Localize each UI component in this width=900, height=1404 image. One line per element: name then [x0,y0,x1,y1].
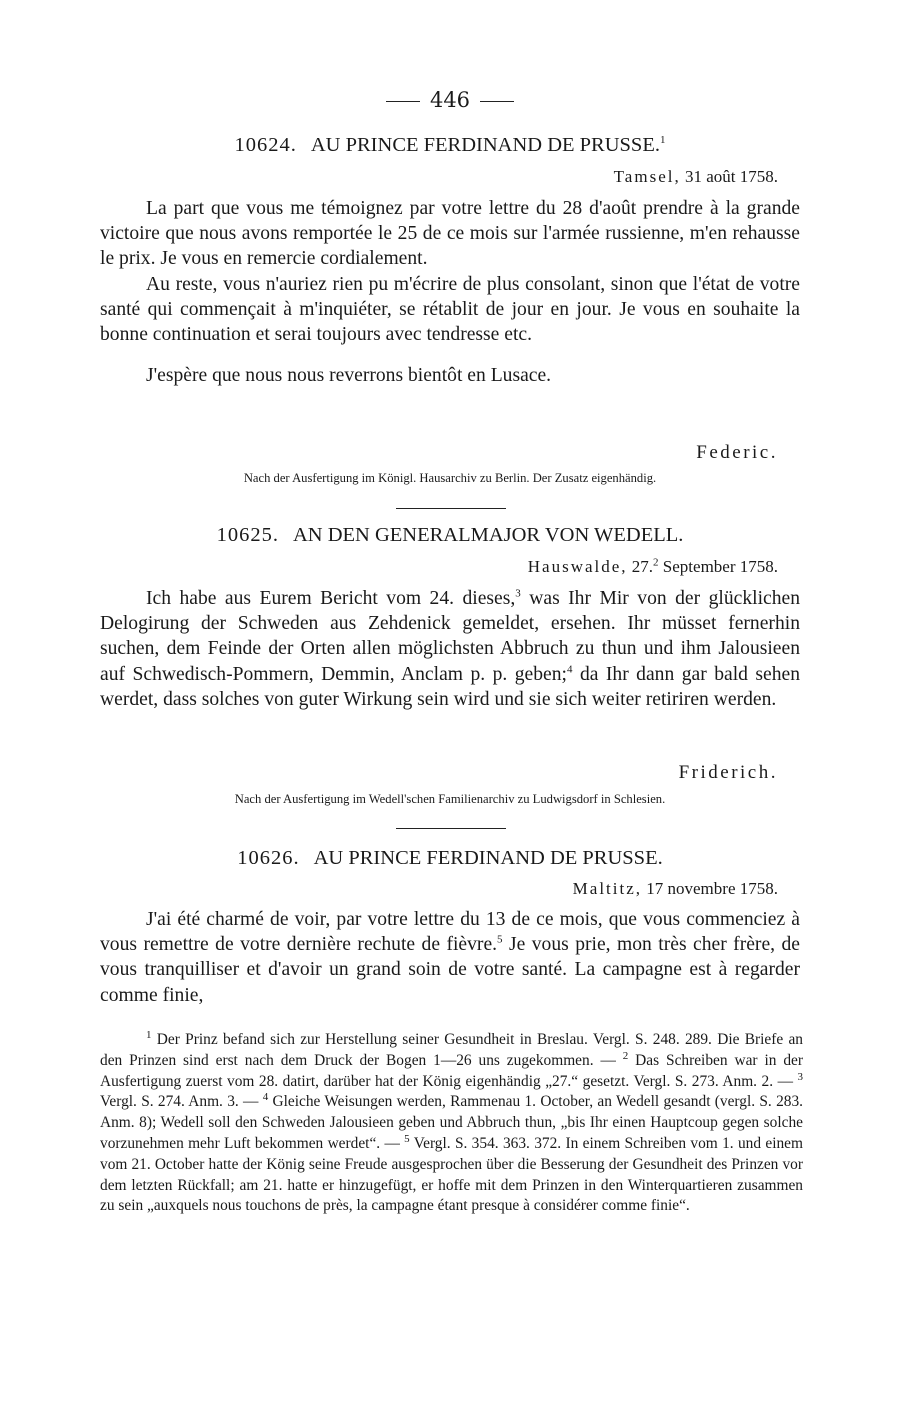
dateline-10624 [614,166,778,188]
letter-heading-10626 [100,846,800,870]
signature-10625: Friderich. [678,762,778,783]
dateline-10625 [528,556,778,578]
footnote-mark: 5 [404,1132,410,1145]
letter-heading-10625 [100,523,800,547]
signature-10624: Federic. [696,442,778,463]
footnote-mark: 3 [797,1070,803,1083]
date: 17 novembre 1758. [646,879,778,898]
footnote-mark: 1 [146,1028,152,1041]
source-note-10625: Nach der Ausfertigung im Wedell'schen Familienarchiv zu Ludwigsdorf in Schlesien. [234,792,666,806]
separator-rule [396,828,506,829]
letter-title: AU PRINCE FERDINAND DE PRUSSE. [313,847,663,869]
date: 31 août 1758. [684,167,778,186]
footnote-1: Der Prinz befand sich zur Herstellung seiner Gesundheit in Breslau. Vergl. S. 248. 289. Die Briefe an den Prinzen sind erst nach dem Druck der Bogen 1—26 uns zugekommen. — [100,1031,803,1069]
paragraph: Ich habe aus Eurem Bericht vom 24. dieses,$^3$ was Ihr Mir von der glücklichen Delogirung der Schweden aus Zehdenick gemeldet, ersehen. Ihr müsset fernerhin suchen, dem Feinde der Orten allen möglichsten Abbruch zu thun und ihm Jalousieen auf Schwedisch-Pommern, Demmin, Anclam p. p. geben;$^4$ da Ihr dann gar bald sehen werdet, dass solches von guter Wirkung sein wird und sie sich weiter retiriren werden. [100,587,800,710]
place: Maltitz, [572,879,643,898]
footnote-block [100,1030,803,1217]
letter-title: AN DEN GENERALMAJOR VON WEDELL. [292,524,684,546]
date: September 1758. [662,557,778,576]
source-note-10624: Nach der Ausfertigung im Königl. Hausarchiv zu Berlin. Der Zusatz eigenhändig. [243,471,657,485]
footnote-mark: 2 [622,1049,629,1062]
letter-number: 10626. [237,847,300,869]
paragraph: J'ai été charmé de voir, par votre lettre du 13 de ce mois, que vous commenciez à vous remettre de votre dernière rechute de fièvre.$^5$ Je vous prie, mon très cher frère, de vous tranquilliser et d'avoir un grand soin de votre santé. La campagne est à regarder comme finie, [100,909,800,1006]
paragraph: Au reste, vous n'auriez rien pu m'écrire de plus consolant, sinon que l'état de votre santé qui commençait à m'inquiéter, se rétablit de jour en jour. Je vous en souhaite la bonne continuation et serai toujours avec tendresse etc. [100,273,800,346]
footnote-ref: 2 [653,556,659,569]
footnote-ref: 1 [660,134,666,147]
letter-body-10624 [100,196,800,388]
letter-title: AU PRINCE FERDINAND DE PRUSSE. [310,134,660,156]
letter-heading-10624 [100,133,800,157]
footnote-3: Vergl. S. 274. Anm. 3. — [100,1093,263,1111]
footnote-mark: 4 [262,1091,269,1104]
separator-rule [396,508,506,509]
place: Hauswalde, [527,557,628,576]
footnote-ref: 5 [497,933,503,946]
dateline-10626 [573,878,778,900]
date-day: 27. [631,557,654,576]
footnotes [100,1030,803,1217]
letter-number: 10625. [216,524,279,546]
paragraph: J'espère que nous nous reverrons bientôt en Lusace. [146,365,552,387]
footnote-4: Gleiche Weisungen werden, Rammenau 1. October, an Wedell gesandt (vergl. S. 283. Anm. 8); Wedell soll den Schweden Jalousieen geben und Abbruch thun, „bis Ihr einen Hauptcoup gegen solche vorzunehmen mehr Luft bekommen werdet“. — [100,1093,804,1152]
letter-number: 10624. [234,134,297,156]
folio-dash-left [386,101,420,102]
footnote-5: Vergl. S. 354. 363. 372. In einem Schreiben vom 1. und einem vom 21. October hatte der König seine Freude ausgesprochen über die Besserung der Gesundheit des Prinzen vor dem letzten Rückfall; am 21. hatte er hinzugefügt, er hoffe mit dem Prinzen in den Winterquartieren zusammen zu sein „auxquels nous touchons de près, la campagne étant presque à considérer comme finie“. [100,1134,803,1215]
footnote-ref: 3 [515,587,521,600]
letter-body-10626 [100,907,800,1008]
place: Tamsel, [613,167,681,186]
page-number: 446 [0,88,900,112]
footnote-ref: 4 [566,663,573,676]
footnote-2: Das Schreiben war in der Ausfertigung zuerst vom 28. datirt, darüber hat der König eigenhändig „27.“ gesetzt. Vergl. S. 273. Anm. 2. — [100,1051,803,1090]
letter-body-10625 [100,586,800,712]
folio-dash-right [480,101,514,102]
paragraph: La part que vous me témoignez par votre lettre du 28 d'août prendre à la grande victoire que nous avons remportée le 25 de ce mois sur l'armée russienne, m'en rehausse le prix. Je vous en remercie cordialement. [100,198,800,270]
